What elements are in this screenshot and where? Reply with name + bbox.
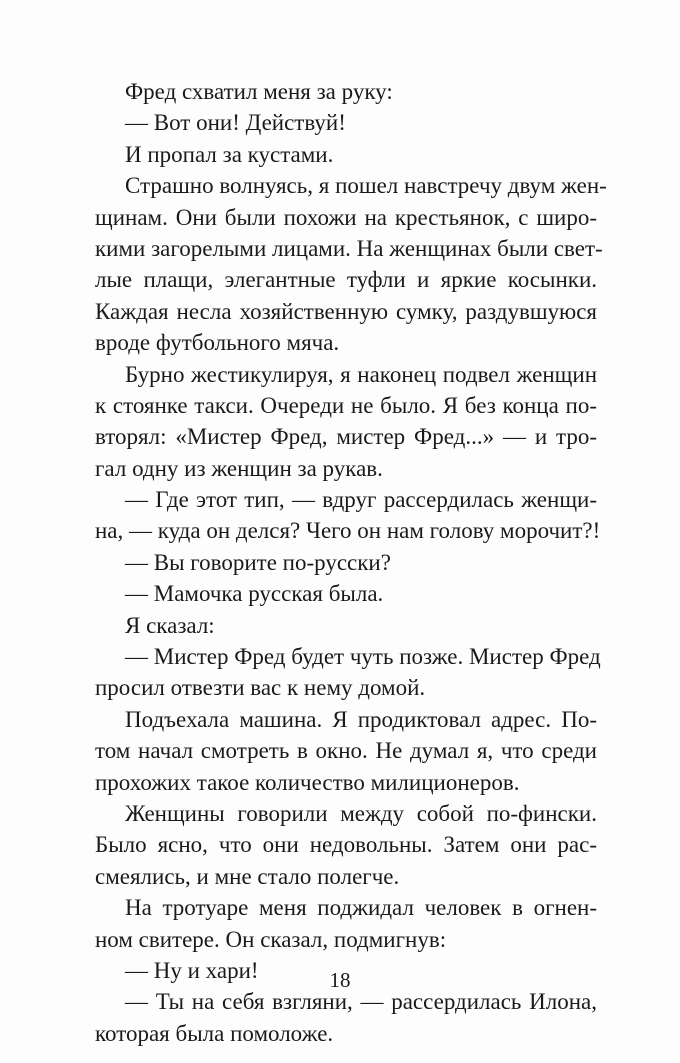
text-line: к стоянке такси. Очереди не было. Я без конца по- xyxy=(95,392,597,418)
text-line: Было ясно, что они недовольны. Затем они рас- xyxy=(95,832,597,858)
text-line: вроде футбольного мяча. xyxy=(95,330,340,356)
text-line: смеялись, и мне стало полегче. xyxy=(95,863,400,889)
text-line: кими загорелыми лицами. На женщинах были свет- xyxy=(95,235,603,261)
text-line: которая была помоложе. xyxy=(95,1020,334,1046)
text-line: щинам. Они были похожи на крестьянок, с широ- xyxy=(95,204,597,230)
paragraph xyxy=(95,76,597,107)
text-line: На тротуаре меня поджидал человек в огнен- xyxy=(125,895,597,921)
paragraph xyxy=(95,641,601,704)
paragraph xyxy=(95,170,607,358)
paragraph xyxy=(95,547,597,578)
text-line: — Вот они! Действуй! xyxy=(125,110,346,136)
text-line: Женщины говорили между собой по-фински. xyxy=(125,800,597,826)
text-line: — Где этот тип, — вдруг рассердилась женщи- xyxy=(125,487,597,513)
text-line: просил отвезти вас к нему домой. xyxy=(95,675,426,701)
paragraph xyxy=(95,892,597,955)
text-line: И пропал за кустами. xyxy=(125,141,334,167)
text-line: Подъехала машина. Я продиктовал адрес. По- xyxy=(125,706,597,732)
text-line: Страшно волнуясь, я пошел навстречу двум жен- xyxy=(125,173,607,199)
paragraph xyxy=(95,107,597,138)
text-line: — Мистер Фред будет чуть позже. Мистер Фред xyxy=(125,644,601,670)
page-number: 18 xyxy=(329,968,351,992)
text-line: — Вы говорите по-русски? xyxy=(125,549,391,575)
text-line: гал одну из женщин за рукав. xyxy=(95,455,383,481)
paragraph xyxy=(95,798,597,892)
body-text xyxy=(95,76,607,1049)
text-line: — Ну и хари! xyxy=(125,957,259,983)
paragraph xyxy=(95,986,597,1049)
text-line: том начал смотреть в окно. Не думал я, что среди xyxy=(95,738,597,764)
paragraph xyxy=(95,578,597,609)
text-line: лые плащи, элегантные туфли и яркие косынки. xyxy=(95,267,597,293)
text-line: Я сказал: xyxy=(125,612,215,638)
paragraph xyxy=(95,484,601,547)
text-line: Бурно жестикулируя, я наконец подвел женщин xyxy=(125,361,597,387)
paragraph xyxy=(95,139,597,170)
text-line: — Мамочка русская была. xyxy=(125,581,384,607)
paragraph xyxy=(95,610,597,641)
text-line: Каждая несла хозяйственную сумку, раздувшуюся xyxy=(95,298,597,324)
text-line: вторял: «Мистер Фред, мистер Фред...» — и тро- xyxy=(95,424,597,450)
text-line: прохожих такое количество милиционеров. xyxy=(95,769,520,795)
paragraph xyxy=(95,704,597,798)
text-line: ном свитере. Он сказал, подмигнув: xyxy=(95,926,447,952)
text-line: — Ты на себя взгляни, — рассердилась Илона, xyxy=(125,989,597,1015)
text-line: на, — куда он делся? Чего он нам голову морочит?! xyxy=(95,518,601,544)
paragraph xyxy=(95,359,597,485)
text-line: Фред схватил меня за руку: xyxy=(125,79,393,104)
